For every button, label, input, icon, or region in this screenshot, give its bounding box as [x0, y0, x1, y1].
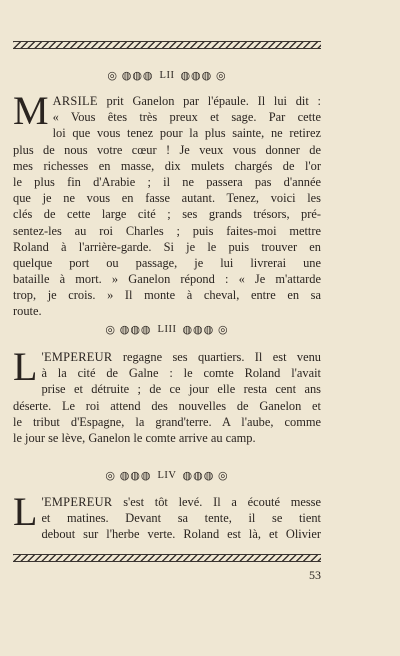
- text-line: que je ne vous en fasse autant. Tenez, voici les: [13, 191, 321, 206]
- text-line: plus de nous votre cœur ! Je veux vous donner de: [13, 142, 321, 157]
- text-line: clés de cette large cité ; ses grands trésors, pré-: [13, 207, 321, 222]
- text-line: quelque port ou passage, je lui livrerai une: [13, 255, 321, 270]
- text-line: trop, je crois. » Il monte à cheval, entre en sa: [13, 288, 321, 303]
- text-line: sentez-les au roi Charles ; puis faites-moi mettre: [13, 223, 321, 238]
- ornament-right: ◍◍◍ ◎: [182, 469, 229, 482]
- section-numeral: LIII: [157, 323, 177, 335]
- ornament-left: ◎ ◍◍◍: [105, 323, 152, 336]
- paragraph-lii: [13, 88, 321, 320]
- text-line: bataille à mort. » Ganelon répond : « Je m'attarde: [13, 272, 321, 287]
- page-number: 53: [309, 568, 321, 582]
- section-numeral: LIV: [157, 469, 177, 481]
- text-line: mes richesses en masse, dix mulets chargés de l'or: [13, 158, 321, 173]
- text-line: regagne ses quartiers. Il est venu: [112, 350, 321, 364]
- text-line: et matines. Devant sa tente, il se tient: [41, 511, 321, 526]
- drop-cap: M: [13, 88, 49, 133]
- text-line: s'est tôt levé. Il a écouté messe: [112, 495, 321, 509]
- text-line: debout sur l'herbe verte. Roland est là, et Olivier: [41, 527, 321, 542]
- text-line: le plus fin d'Arabie ; il ne passera pas d'année: [13, 174, 321, 189]
- text-line: « Vous êtes très preux et sage. Par cette: [52, 110, 321, 125]
- text-line: à la cité de Galne : le comte Roland l'avait: [41, 366, 321, 381]
- lead-word: 'EMPEREUR: [41, 495, 113, 509]
- drop-cap: L: [13, 489, 38, 534]
- text-line: Roland à l'arrière-garde. Si je le puis trouver en: [13, 239, 321, 254]
- ornament-left: ◎ ◍◍◍: [107, 69, 154, 82]
- lead-word: ARSILE: [52, 94, 98, 108]
- bottom-ornamental-band: [13, 554, 321, 562]
- drop-cap: L: [13, 344, 38, 389]
- ornament-left: ◎ ◍◍◍: [105, 469, 152, 482]
- section-numeral: LII: [159, 69, 175, 81]
- text-line: loi que vous tenez pour la plus sainte, ne retirez: [52, 126, 321, 141]
- section-heading-lii: [13, 67, 321, 83]
- text-line: le jour se lève, Ganelon le comte arrive au camp.: [13, 430, 256, 445]
- text-line: le tribut d'Espagne, la grand'terre. A l'aube, comme: [13, 414, 321, 429]
- text-line: prit Ganelon par l'épaule. Il lui dit :: [97, 94, 321, 108]
- lead-word: 'EMPEREUR: [41, 350, 113, 364]
- top-ornamental-band: [13, 41, 321, 49]
- text-line: route.: [13, 304, 42, 319]
- paragraph-liv: [13, 489, 321, 543]
- ornament-right: ◍◍◍ ◎: [182, 323, 229, 336]
- section-heading-liii: [13, 321, 321, 337]
- section-heading-liv: [13, 467, 321, 483]
- ornament-right: ◍◍◍ ◎: [180, 69, 227, 82]
- text-line: prise et détruite ; de ce jour elle resta cent ans: [41, 382, 321, 397]
- paragraph-liii: [13, 344, 321, 446]
- text-line: déserte. Le roi attend des nouvelles de Ganelon et: [13, 398, 321, 413]
